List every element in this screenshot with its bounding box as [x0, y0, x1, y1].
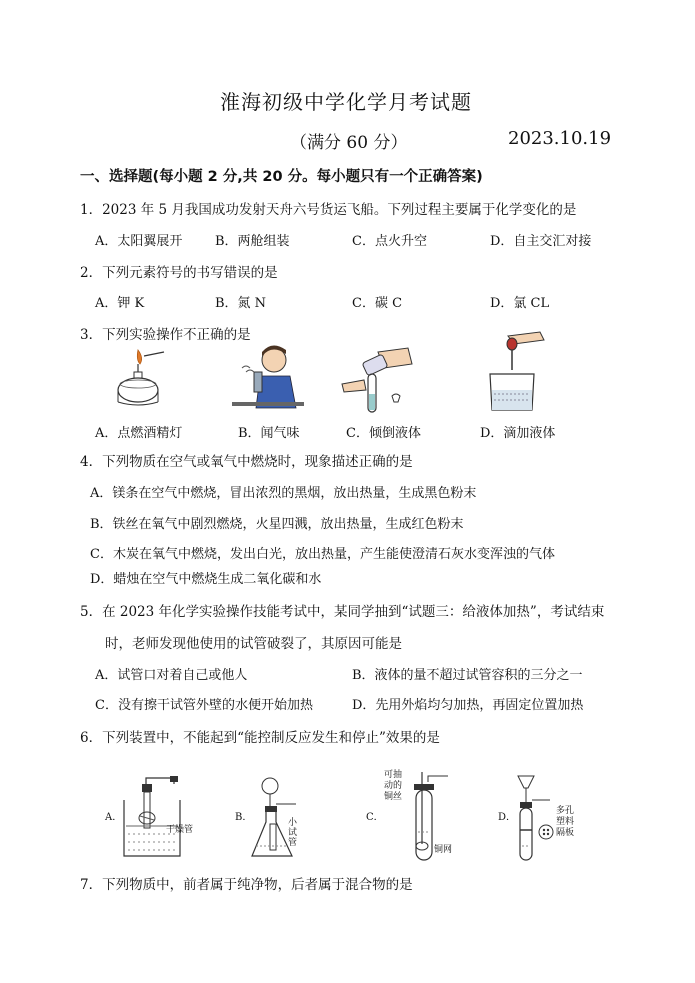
- question-2-stem: 2．下列元素符号的书写错误的是: [80, 265, 278, 281]
- q4-option-c: C．木炭在氧气中燃烧，发出白光，放出热量，产生能使澄清石灰水变浑浊的气体: [90, 547, 555, 562]
- q1-option-d: D．自主交汇对接: [490, 234, 592, 249]
- q1-option-c: C．点火升空: [352, 234, 427, 249]
- question-4-stem: 4．下列物质在空气或氧气中燃烧时，现象描述正确的是: [80, 454, 413, 470]
- q4-option-a: A．镁条在空气中燃烧，冒出浓烈的黑烟，放出热量，生成黑色粉末: [90, 486, 477, 501]
- exam-date: 2023.10.19: [508, 128, 612, 149]
- question-7-stem: 7．下列物质中，前者属于纯净物，后者属于混合物的是: [80, 877, 413, 893]
- q3-option-a: A．点燃酒精灯: [95, 426, 183, 441]
- q6-label-drying-tube: 干燥管: [166, 825, 194, 835]
- q6-label-copper-mesh: 铜网: [434, 845, 453, 855]
- q5-option-c: C．没有擦干试管外壁的水便开始加热: [95, 698, 313, 713]
- q3-option-d: D．滴加液体: [480, 426, 556, 441]
- q6-label-b: B．: [235, 812, 253, 823]
- q4-option-b: B．铁丝在氧气中剧烈燃烧，火星四溅，放出热量，生成红色粉末: [90, 517, 464, 532]
- q2-option-b: B．氮 N: [215, 296, 267, 311]
- smelling-gas-illustration: [232, 342, 304, 412]
- q1-option-b: B．两舱组装: [215, 234, 290, 249]
- page-title: 淮海初级中学化学月考试题: [220, 90, 472, 114]
- q5-option-b: B．液体的量不超过试管容积的三分之一: [352, 668, 583, 683]
- q5-option-a: A．试管口对着自己或他人: [95, 668, 248, 683]
- apparatus-a-drying-tube: [120, 776, 190, 860]
- question-3-stem: 3．下列实验操作不正确的是: [80, 327, 251, 343]
- q2-option-c: C．碳 C: [352, 296, 403, 311]
- q6-label-c: C．: [366, 812, 384, 823]
- q1-option-a: A．太阳翼展开: [95, 234, 183, 249]
- full-score: （满分 60 分）: [290, 133, 408, 153]
- q6-label-copper-wire: 可抽动的铜丝: [384, 770, 403, 802]
- q3-option-b: B．闻气味: [238, 426, 300, 441]
- question-5-stem-cont: 时，老师发现他使用的试管破裂了，其原因可能是: [105, 636, 402, 652]
- question-6-stem: 6．下列装置中，不能起到“能控制反应发生和停止”效果的是: [80, 730, 440, 746]
- question-1-stem: 1．2023 年 5 月我国成功发射天舟六号货运飞船。下列过程主要属于化学变化的是: [80, 202, 577, 218]
- alcohol-lamp-illustration: [108, 346, 168, 408]
- q2-option-d: D．氯 CL: [490, 296, 550, 311]
- q6-label-d: D．: [498, 812, 517, 823]
- section-heading: 一、选择题(每小题 2 分,共 20 分。每小题只有一个正确答案): [80, 169, 483, 185]
- question-5-stem: 5．在 2023 年化学实验操作技能考试中，某同学抽到“试题三：给液体加热”，考试结束: [80, 604, 605, 620]
- pouring-liquid-illustration: [338, 344, 416, 414]
- apparatus-d-perforated-plate: [510, 774, 554, 862]
- q6-label-small-tube: 小试管: [288, 818, 298, 848]
- q6-label-a: A．: [105, 812, 123, 823]
- q6-label-plate: 多孔塑料隔板: [556, 806, 575, 838]
- q2-option-a: A．钾 K: [95, 296, 145, 311]
- q5-option-d: D．先用外焰均匀加热，再固定位置加热: [352, 698, 584, 713]
- dropping-liquid-illustration: [484, 330, 548, 412]
- q3-option-c: C．倾倒液体: [346, 426, 421, 441]
- q4-option-d: D．蜡烛在空气中燃烧生成二氧化碳和水: [90, 572, 322, 587]
